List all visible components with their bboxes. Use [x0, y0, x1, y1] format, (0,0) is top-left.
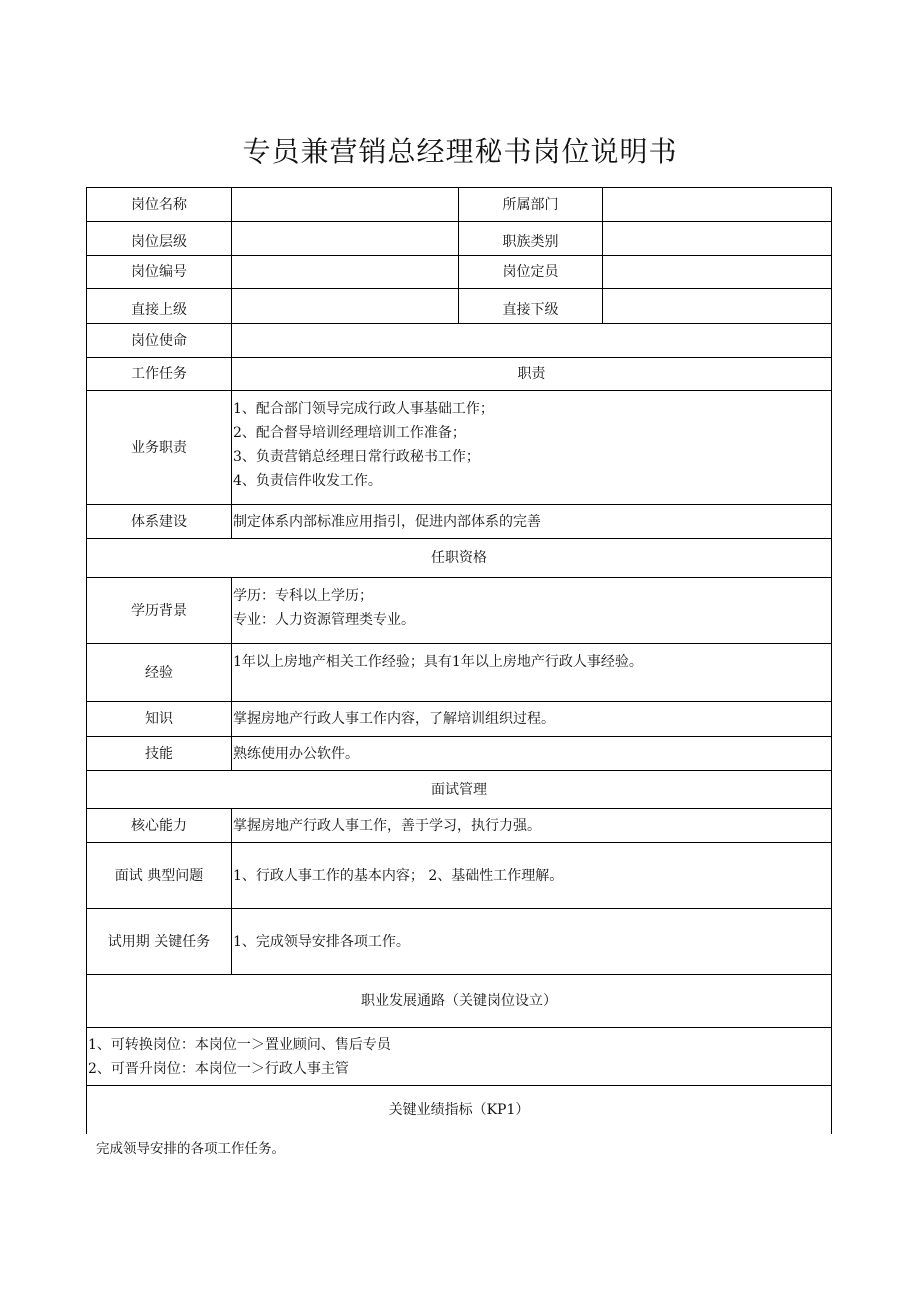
subordinate-value	[603, 289, 832, 324]
row-mission	[87, 324, 832, 358]
row-level	[87, 222, 832, 256]
superior-value	[232, 289, 459, 324]
family-value	[603, 222, 832, 256]
row-superior	[87, 289, 832, 324]
row-career-paths	[87, 1028, 832, 1086]
document-title: 专员兼营销总经理秘书岗位说明书	[242, 135, 678, 168]
interview-header: 面试管理	[87, 771, 832, 809]
position-name-value	[232, 188, 459, 222]
row-probation-tasks	[87, 909, 832, 975]
row-knowledge	[87, 702, 832, 737]
skill-label: 技能	[87, 737, 232, 771]
superior-label: 直接上级	[87, 289, 232, 324]
kpi-header-suffix: （KP1）	[472, 1101, 530, 1118]
typical-questions-label: 面试 典型问题	[87, 843, 232, 909]
kpi-header	[87, 1086, 832, 1134]
level-value	[232, 222, 459, 256]
kpi-header-label: 关键业绩指标	[388, 1101, 473, 1118]
headcount-label: 岗位定员	[459, 256, 603, 289]
row-typical-questions	[87, 843, 832, 909]
code-value	[232, 256, 459, 289]
career-paths	[87, 1028, 832, 1086]
career-header: 职业发展通路（关键岗位设立）	[87, 975, 832, 1028]
level-label: 岗位层级	[87, 222, 232, 256]
row-code	[87, 256, 832, 289]
business-duty-item: 4、负责信件收发工作。	[233, 473, 382, 489]
skill-text: 熟练使用办公软件。	[232, 737, 832, 771]
row-core-ability	[87, 809, 832, 843]
business-duties-list	[232, 391, 832, 505]
typical-questions-text: 1、行政人事工作的基本内容； 2、基础性工作理解。	[232, 843, 832, 909]
row-task-header	[87, 358, 832, 391]
row-interview-header	[87, 771, 832, 809]
business-duty-item: 2、配合督导培训经理培训工作准备；	[233, 425, 466, 441]
knowledge-text: 掌握房地产行政人事工作内容，了解培训组织过程。	[232, 702, 832, 737]
knowledge-label: 知识	[87, 702, 232, 737]
department-label: 所属部门	[459, 188, 603, 222]
education-text	[232, 578, 832, 644]
position-name-label: 岗位名称	[87, 188, 232, 222]
career-path-line: 2、可晋升岗位：本岗位一＞行政人事主管	[88, 1060, 349, 1077]
business-duties-label: 业务职责	[87, 391, 232, 505]
career-path-line: 1、可转换岗位：本岗位一＞置业顾问、售后专员	[88, 1036, 391, 1053]
probation-tasks-label: 试用期 关键任务	[87, 909, 232, 975]
row-kpi-header	[87, 1086, 832, 1134]
row-education	[87, 578, 832, 644]
business-duty-item: 3、负责营销总经理日常行政秘书工作；	[233, 449, 480, 465]
code-label: 岗位编号	[87, 256, 232, 289]
mission-value	[232, 324, 832, 358]
row-career-header	[87, 975, 832, 1028]
qualifications-header: 任职资格	[87, 539, 832, 578]
education-label: 学历背景	[87, 578, 232, 644]
kpi-text: 完成领导安排的各项工作任务。	[96, 1141, 285, 1157]
mission-label: 岗位使命	[87, 324, 232, 358]
education-line: 专业：人力资源管理类专业。	[233, 612, 415, 628]
row-position-name	[87, 188, 832, 222]
experience-label: 经验	[87, 644, 232, 702]
system-building-label: 体系建设	[87, 505, 232, 539]
row-business-duties	[87, 391, 832, 505]
subordinate-label: 直接下级	[459, 289, 603, 324]
row-system-building	[87, 505, 832, 539]
family-label: 职族类别	[459, 222, 603, 256]
row-qualifications-header	[87, 539, 832, 578]
row-experience	[87, 644, 832, 702]
business-duty-item: 1、配合部门领导完成行政人事基础工作；	[233, 401, 494, 417]
experience-text: 1年以上房地产相关工作经验；具有1年以上房地产行政人事经验。	[232, 644, 832, 702]
headcount-value	[603, 256, 832, 289]
task-label: 工作任务	[87, 358, 232, 391]
system-building-text: 制定体系内部标准应用指引，促进内部体系的完善	[232, 505, 832, 539]
duties-header: 职责	[232, 358, 832, 391]
department-value	[603, 188, 832, 222]
education-line: 学历：专科以上学历；	[233, 588, 373, 604]
core-ability-label: 核心能力	[87, 809, 232, 843]
row-skill	[87, 737, 832, 771]
probation-tasks-text: 1、完成领导安排各项工作。	[232, 909, 832, 975]
job-description-table	[86, 187, 832, 1134]
core-ability-text: 掌握房地产行政人事工作，善于学习，执行力强。	[232, 809, 832, 843]
